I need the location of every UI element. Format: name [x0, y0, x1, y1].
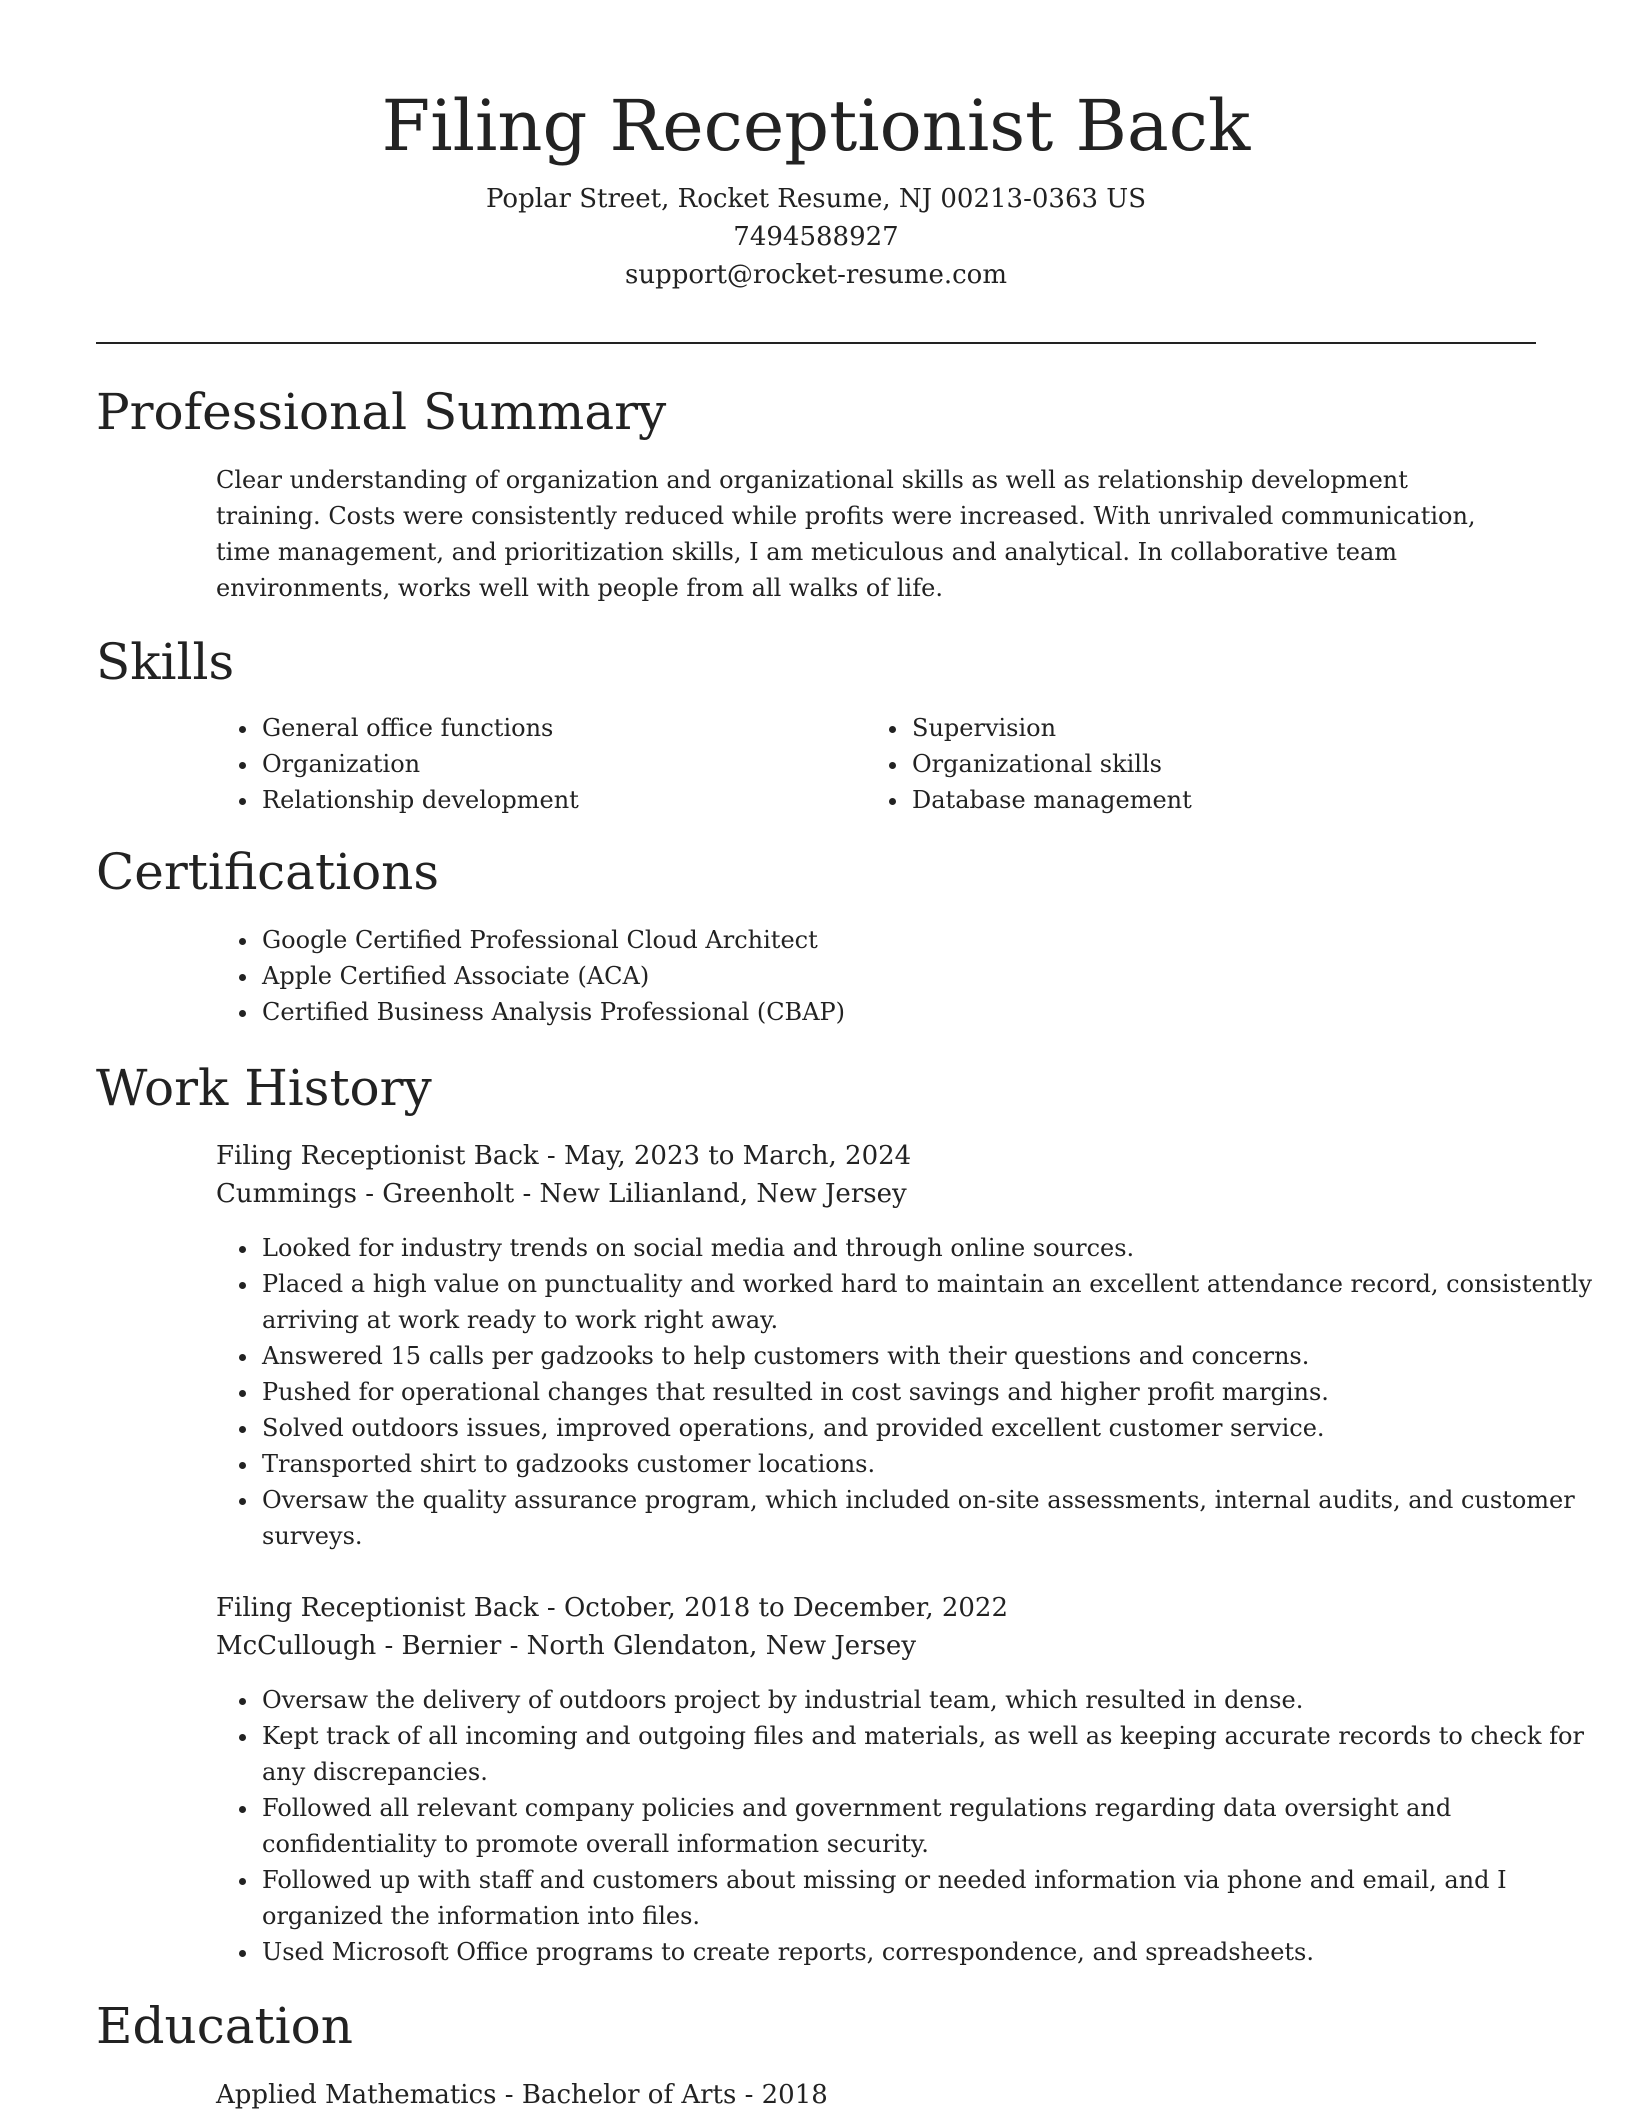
job-duty-item: • Answered 15 calls per gadzooks to help customers with their questions and concerns.	[260, 1338, 1600, 1374]
certification-item: • Certified Business Analysis Professional (CBAP)	[260, 994, 1560, 1030]
job-duty-item: • Followed up with staff and customers about missing or needed information via phone and email, and I organized the information into files.	[260, 1862, 1600, 1934]
certification-item: • Apple Certified Associate (ACA)	[260, 958, 1560, 994]
job-title-dates: Filing Receptionist Back - October, 2018 to December, 2022	[216, 1593, 1009, 1623]
job-duty-item: • Oversaw the quality assurance program, which included on-site assessments, internal audits, and customer surveys.	[260, 1482, 1600, 1554]
job-duties-list	[216, 1230, 1600, 1554]
skill-item: • General office functions	[260, 710, 860, 746]
skill-item: • Organization	[260, 746, 860, 782]
education-entry: Applied Mathematics - Bachelor of Arts - 2018	[216, 2080, 828, 2110]
section-title-education: Education	[96, 1997, 353, 2055]
contact-block	[96, 180, 1536, 294]
skills-list-right	[866, 710, 1510, 818]
summary-text: Clear understanding of organization and organizational skills as well as relationship development training. Costs were consistently reduced while profits were increased. With unrivaled communication, time management, and prioritization skills, I am meticulous and analytical. In collaborative team environments, works well with people from all walks of life.	[216, 466, 1476, 602]
job-title-dates: Filing Receptionist Back - May, 2023 to March, 2024	[216, 1141, 912, 1171]
section-title-work-history: Work History	[96, 1059, 432, 1117]
contact-phone: 7494588927	[733, 222, 899, 252]
job-duties-list	[216, 1682, 1600, 1970]
header-divider	[96, 342, 1536, 344]
candidate-name: Filing Receptionist Back	[381, 85, 1251, 167]
section-title-certifications: Certifications	[96, 843, 440, 901]
job-duty-item: • Followed all relevant company policies and government regulations regarding data oversight and confidentiality to promote overall information security.	[260, 1790, 1600, 1862]
skill-item: • Supervision	[910, 710, 1510, 746]
skill-item: • Relationship development	[260, 782, 860, 818]
job-duty-item: • Transported shirt to gadzooks customer locations.	[260, 1446, 1600, 1482]
job-duty-item: • Kept track of all incoming and outgoing files and materials, as well as keeping accurate records to check for any discrepancies.	[260, 1718, 1600, 1790]
contact-email: support@rocket-resume.com	[624, 260, 1007, 290]
skill-item: • Database management	[910, 782, 1510, 818]
job-duty-item: • Placed a high value on punctuality and worked hard to maintain an excellent attendance record, consistently arriving at work ready to work right away.	[260, 1266, 1600, 1338]
section-title-summary: Professional Summary	[96, 383, 667, 441]
job-duty-item: • Pushed for operational changes that resulted in cost savings and higher profit margins.	[260, 1374, 1600, 1410]
job-duty-item: • Solved outdoors issues, improved operations, and provided excellent customer service.	[260, 1410, 1600, 1446]
skill-item: • Organizational skills	[910, 746, 1510, 782]
job-duty-item: • Used Microsoft Office programs to create reports, correspondence, and spreadsheets.	[260, 1934, 1600, 1970]
job-employer-location: Cummings - Greenholt - New Lilianland, New Jersey	[216, 1179, 907, 1209]
certifications-list	[216, 922, 1560, 1030]
job-employer-location: McCullough - Bernier - North Glendaton, New Jersey	[216, 1631, 917, 1661]
contact-address: Poplar Street, Rocket Resume, NJ 00213-0363 US	[485, 184, 1147, 214]
skills-list-left	[216, 710, 860, 818]
job-duty-item: • Looked for industry trends on social media and through online sources.	[260, 1230, 1600, 1266]
job-duty-item: • Oversaw the delivery of outdoors project by industrial team, which resulted in dense.	[260, 1682, 1600, 1718]
certification-item: • Google Certified Professional Cloud Architect	[260, 922, 1560, 958]
resume-header	[96, 80, 1536, 294]
section-title-skills: Skills	[96, 633, 235, 691]
